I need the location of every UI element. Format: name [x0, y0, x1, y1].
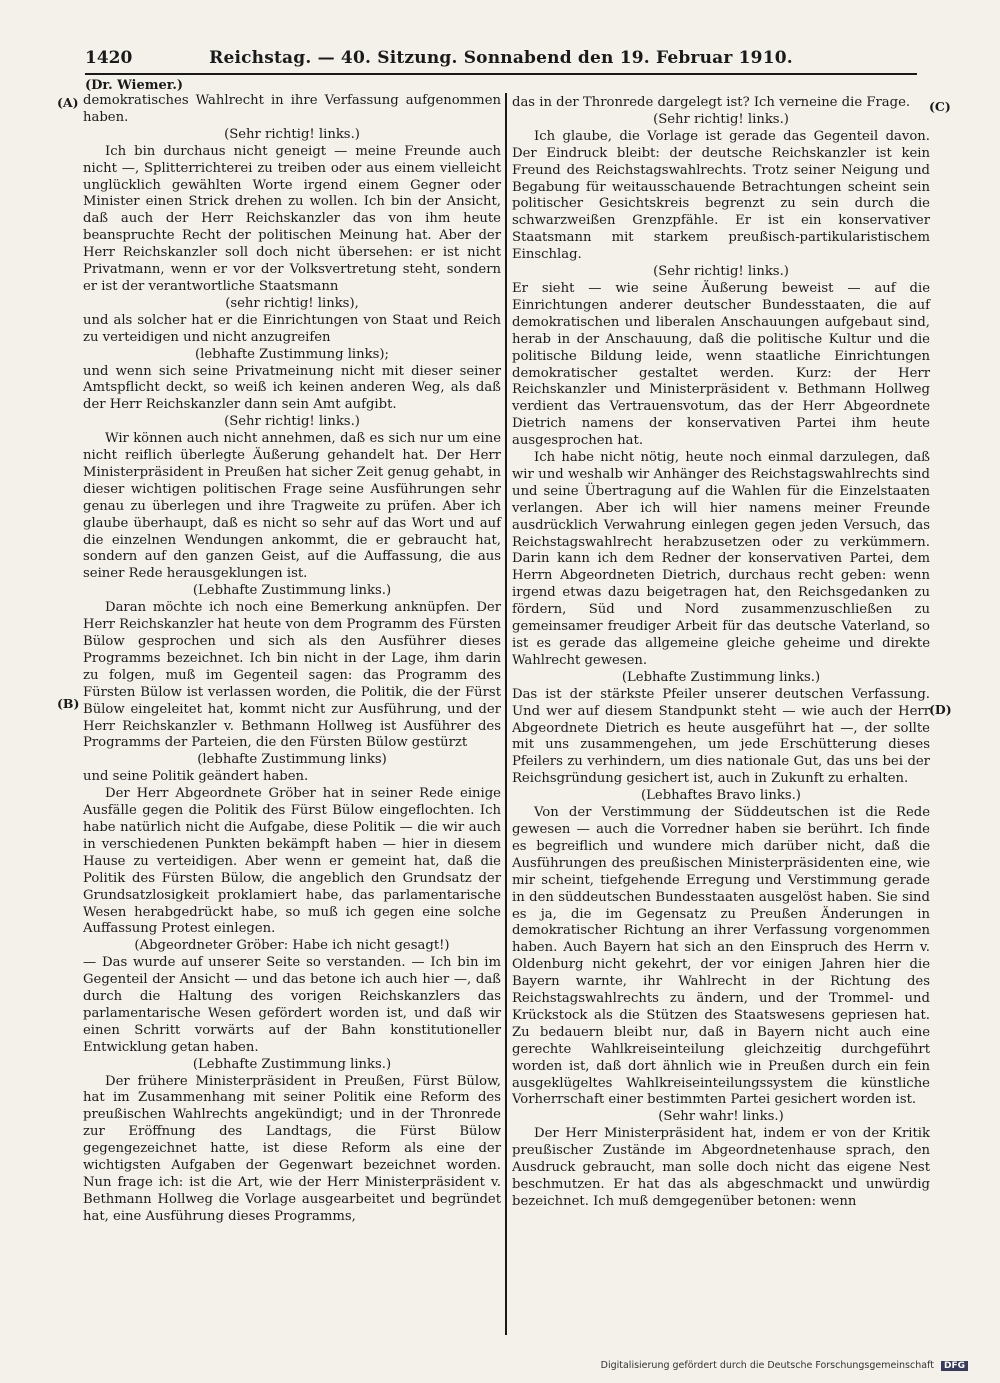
- paragraph: Von der Verstimmung der Süddeutschen ist die Rede gewesen — auch die Vorredner haben sie berührt. Ich finde es begreiflich und wundere mich darüber nicht, daß die Ausführungen des preußischen Ministerpräsidenten eine, wie mir scheint, tiefgehende Erregung und Verstimmung gerade in den süddeutschen Bundesstaaten ausgelöst haben. Sie sind es ja, die im Gegensatz zu Preußen Änderungen in demokratischer Richtung an ihrer Verfassung vorgenommen haben. Auch Bayern hat sich an den Einspruch des Herrn v. Oldenburg nicht gekehrt, der vor einigen Jahren hier die Bayern warnte, ihr Wahlrecht in der Richtung des Reichstagswahlrechts zu ändern, und der Trommel- und Krückstock als die Stützen des Staatswesens gepriesen hat. Zu bedauern bleibt nur, daß in Bayern nicht auch eine gerechte Wahlkreiseinteilung gleichzeitig durchgeführt worden ist, daß dort ähnlich wie in Preußen durch ein fein ausgeklügeltes Wahlkreiseinteilungssystem die künstliche Vorherrschaft einer bestimmten Partei gesichert worden ist.: [512, 805, 930, 1108]
- paragraph: demokratisches Wahlrecht in ihre Verfassung aufgenommen haben.: [83, 93, 501, 125]
- paragraph: Wir können auch nicht annehmen, daß es sich nur um eine nicht reiflich überlegte Äußerung gehandelt hat. Der Herr Ministerpräsident in Preußen hat sicher Zeit genug gehabt, in dieser wichtigen politischen Frage seine Ausführungen sehr genau zu überlegen und ihre Tragweite zu prüfen. Aber ich glaube überhaupt, daß es nicht so sehr auf das Wort und auf die einzelnen Wendungen ankommt, die er gebraucht hat, sondern auf den ganzen Geist, auf die Auffassung, die aus seiner Rede herausgeklungen ist.: [83, 431, 501, 582]
- right-column: [512, 95, 930, 1211]
- interjection: (Lebhafte Zustimmung links.): [621, 669, 821, 685]
- margin-marker-a: (A): [57, 95, 79, 110]
- speaker-label: (Dr. Wiemer.): [85, 78, 184, 93]
- interjection: (Lebhafte Zustimmung links.): [192, 583, 392, 599]
- left-column: [83, 93, 501, 1226]
- interjection: (lebhafte Zustimmung links);: [195, 346, 389, 362]
- interjection: (Sehr richtig! links.): [653, 264, 789, 280]
- paragraph: Ich bin durchaus nicht geneigt — meine Freunde auch nicht —, Splitterrichterei zu treiben oder aus einem vielleicht unglücklich gewählten Worte irgend einem Gegner oder Minister einen Strick drehen zu wollen. Ich bin der Ansicht, daß auch der Herr Reichskanzler das von ihm heute beanspruchte Recht der politischen Meinung hat. Aber der Herr Reichskanzler soll doch nicht übersehen: er ist nicht Privatmann, wenn er vor der Volksvertretung steht, sondern er ist der verantwortliche Staatsmann: [83, 143, 501, 294]
- interjection: (lebhafte Zustimmung links): [197, 752, 387, 768]
- header-rule: [85, 73, 917, 75]
- margin-marker-c: (C): [929, 99, 951, 114]
- paragraph: Daran möchte ich noch eine Bemerkung anknüpfen. Der Herr Reichskanzler hat heute von dem Programm des Fürsten Bülow gesprochen und sich als den Ausführer dieses Programms bezeichnet. Ich bin nicht in der Lage, ihm darin zu folgen, muß im Gegenteil sagen: das Programm des Fürsten Bülow ist verlassen worden, die Politik, die der Fürst Bülow eingeleitet hat, kommt nicht zur Ausführung, und der Herr Reichskanzler v. Bethmann Hollweg ist Ausführer des Programms der Parteien, die den Fürsten Bülow gestürzt: [83, 600, 501, 751]
- interjection: (Abgeordneter Gröber: Habe ich nicht gesagt!): [134, 938, 450, 954]
- interjection: (sehr richtig! links),: [225, 295, 359, 311]
- paragraph: das in der Thronrede dargelegt ist? Ich verneine die Frage.: [512, 95, 911, 110]
- paragraph: Der Herr Ministerpräsident hat, indem er von der Kritik preußischer Zustände im Abgeordnetenhause sprach, den Ausdruck gebraucht, man solle doch nicht das eigene Nest beschmutzen. Er hat das als abgeschmackt und unwürdig bezeichnet. Ich muß demgegenüber betonen: wenn: [512, 1126, 930, 1209]
- margin-marker-b: (B): [57, 696, 80, 711]
- running-header: [85, 48, 917, 72]
- paragraph: Der frühere Ministerpräsident in Preußen, Fürst Bülow, hat im Zusammenhang mit seiner Politik eine Reform des preußischen Wahlrechts angekündigt; und in der Thronrede zur Eröffnung des Landtags, die Fürst Bülow gegengezeichnet hatte, ist diese Reform als eine der wichtigsten Aufgaben der Gegenwart bezeichnet worden. Nun frage ich: ist die Art, wie der Herr Ministerpräsident v. Bethmann Hollweg die Vorlage ausgearbeitet und begründet hat, eine Ausführung dieses Programms,: [83, 1073, 501, 1224]
- dfg-logo: DFG: [941, 1361, 968, 1371]
- interjection: (Sehr wahr! links.): [658, 1109, 784, 1125]
- paragraph: Der Herr Abgeordnete Gröber hat in seiner Rede einige Ausfälle gegen die Politik des Fürst Bülow eingeflochten. Ich habe natürlich nicht die Aufgabe, diese Politik — die wir auch in verschiedenen Punkten bekämpft haben — hier in diesem Hause zu verteidigen. Aber wenn er gemeint hat, daß die Politik des Fürsten Bülow, die angeblich den Grundsatz der Grundsatzlosigkeit proklamiert habe, das parlamentarische Wesen herabgedrückt habe, so muß ich gegen eine solche Auffassung Protest einlegen.: [83, 786, 501, 937]
- interjection: (Lebhafte Zustimmung links.): [192, 1056, 392, 1072]
- footer-text: Digitalisierung gefördert durch die Deutsche Forschungsgemeinschaft: [600, 1360, 934, 1371]
- digitization-footer: [601, 1360, 968, 1371]
- interjection: (Sehr richtig! links.): [224, 126, 360, 142]
- margin-marker-d: (D): [929, 702, 952, 717]
- paragraph: und seine Politik geändert haben.: [83, 769, 309, 785]
- paragraph: Er sieht — wie seine Äußerung beweist — auf die Einrichtungen anderer deutscher Bundesstaaten, die auf demokratischen und liberalen Anschauungen aufgebaut sind, herab in der Anschauung, daß die politische Kultur und die politische Bildung leide, wenn staatliche Einrichtungen demokratischer gestaltet werden. Kurz: der Herr Reichskanzler und Ministerpräsident v. Bethmann Hollweg verdient das Vertrauensvotum, das der Herr Abgeordnete Dietrich namens der konservativen Partei ihm heute ausgesprochen hat.: [512, 280, 930, 449]
- interjection: (Lebhaftes Bravo links.): [641, 788, 801, 804]
- paragraph: Ich glaube, die Vorlage ist gerade das Gegenteil davon. Der Eindruck bleibt: der deutsche Reichskanzler ist kein Freund des Reichstagswahlrechts. Trotz seiner Neigung und Begabung für weitausschauende Betrachtungen scheint sein politischer Gesichtskreis begrenzt zu sein durch die schwarzweißen Grenzpfähle. Er ist ein konservativer Staatsmann mit starkem preußisch-partikularistischem Einschlag.: [512, 128, 930, 263]
- running-title: Reichstag. — 40. Sitzung. Sonnabend den 19. Februar 1910.: [209, 48, 793, 68]
- page-number: 1420: [85, 48, 133, 68]
- paragraph: Das ist der stärkste Pfeiler unserer deutschen Verfassung. Und wer auf diesem Standpunkt steht — wie auch der Herr Abgeordnete Dietrich es heute ausgeführt hat —, der sollte mit uns zusammengehen, um jede Erschütterung dieses Pfeilers zu verhindern, um dies nationale Gut, das uns bei der Reichsgründung gesichert ist, auch in Zukunft zu erhalten.: [512, 686, 930, 787]
- paragraph: — Das wurde auf unserer Seite so verstanden. — Ich bin im Gegenteil der Ansicht — und das betone ich auch hier —, daß durch die Haltung des vorigen Reichskanzlers das parlamentarische Wesen gefördert worden ist, und daß wir einen Schritt vorwärts auf der Bahn konstitutioneller Entwicklung getan haben.: [83, 955, 501, 1055]
- column-divider: [505, 93, 507, 1335]
- interjection: (Sehr richtig! links.): [224, 414, 360, 430]
- paragraph: und wenn sich seine Privatmeinung nicht mit dieser seiner Amtspflicht deckt, so weiß ich keinen anderen Weg, als daß der Herr Reichskanzler dann sein Amt aufgibt.: [83, 363, 501, 413]
- paragraph: Ich habe nicht nötig, heute noch einmal darzulegen, daß wir und weshalb wir Anhänger des Reichstagswahlrechts sind und seine Übertragung auf die Wahlen für die Einzelstaaten verlangen. Aber ich will hier namens meiner Freunde ausdrücklich Verwahrung einlegen gegen jeden Versuch, das Reichstagswahlrecht herabzusetzen oder zu verkümmern. Darin kann ich dem Redner der konservativen Partei, dem Herrn Abgeordneten Dietrich, durchaus recht geben: wenn irgend etwas dazu beigetragen hat, den Reichsgedanken zu fördern, Süd und Nord zusammenzuschließen zu gemeinsamer freudiger Arbeit für das deutsche Vaterland, so ist es gerade das allgemeine gleiche geheime und direkte Wahlrecht gewesen.: [512, 450, 930, 668]
- paragraph: und als solcher hat er die Einrichtungen von Staat und Reich zu verteidigen und nicht anzugreifen: [83, 312, 501, 345]
- interjection: (Sehr richtig! links.): [653, 111, 789, 127]
